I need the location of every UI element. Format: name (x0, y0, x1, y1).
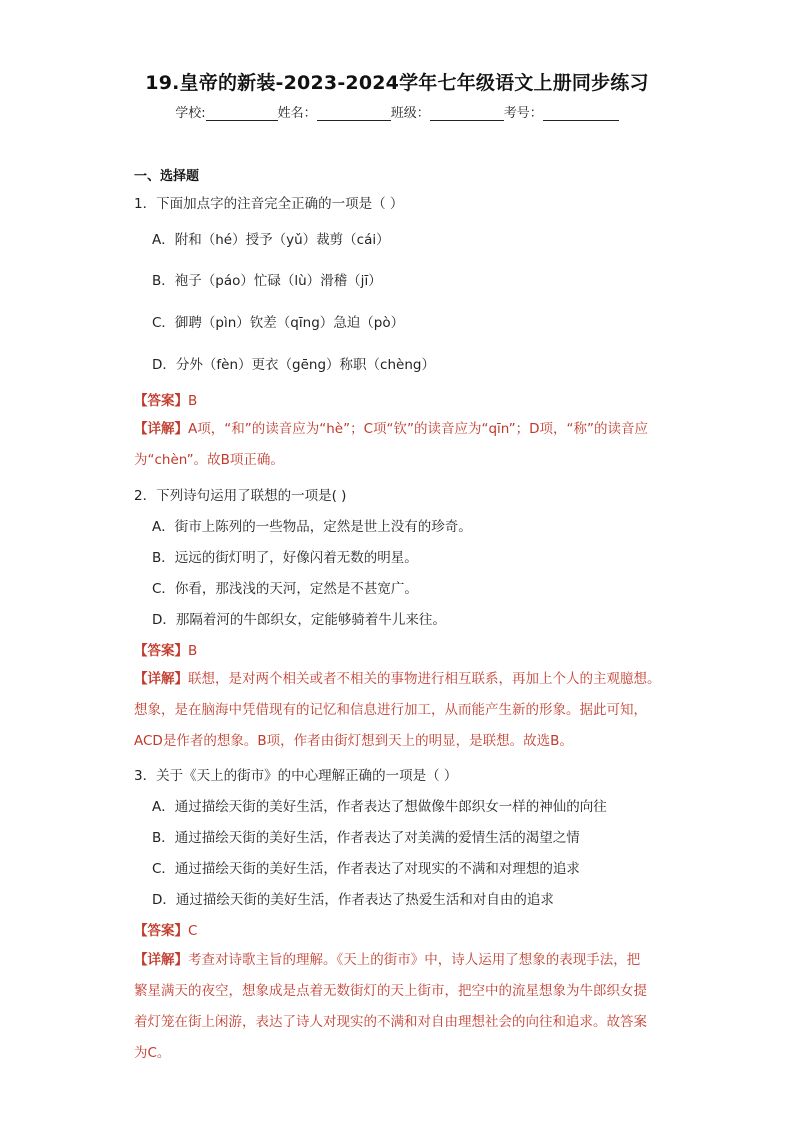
q3-detail (134, 945, 664, 1069)
q3-stem: 3．关于《天上的街市》的中心理解正确的一项是（ ） (134, 768, 458, 784)
q3-detail-line-1 (134, 945, 664, 976)
q2-detail-line-3: ACD是作者的想象。B项，作者由街灯想到天上的明显，是联想。故选B。 (134, 733, 573, 749)
q2-answer-tag: 【答案】 (134, 643, 188, 659)
q1-b-1: B．袍子（páo） (152, 273, 254, 289)
q1-d-2: 更衣（gēng） (251, 357, 340, 373)
q1-option-c (152, 311, 404, 331)
q1-option-a (152, 228, 390, 248)
name-blank (317, 106, 391, 121)
q2-option-c: C．你看，那浅浅的天河，定然是不甚宽广。 (152, 581, 418, 597)
q1-detail-line-1 (134, 414, 664, 445)
q3-answer-value: C (188, 923, 198, 939)
number-label: 考号： (503, 106, 543, 121)
q1-detail (134, 414, 664, 476)
q2-detail-line-2: 想象，是在脑海中凭借现有的记忆和信息进行加工，从而能产生新的形象。据此可知， (134, 702, 647, 718)
class-blank (430, 106, 504, 121)
q1-b-3: 滑稽（jī） (320, 273, 382, 289)
q2-option-a: A．街市上陈列的一些物品，定然是世上没有的珍奇。 (152, 519, 472, 535)
name-label: 姓名： (277, 106, 317, 121)
q1-c-1: C．御聘（pìn） (152, 315, 250, 331)
q3-detail-line-3: 着灯笼在街上闲游，表达了诗人对现实的不满和对自由理想社会的向往和追求。故答案 (134, 1014, 647, 1030)
q1-detail-text-1: A项，“和”的读音应为“hè”；C项“钦”的读音应为“qīn”；D项，“称”的读音应 (188, 421, 648, 437)
q2-answer (134, 639, 197, 659)
q3-detail-text-1: 考查对诗歌主旨的理解。《天上的街市》中，诗人运用了想象的表现手法，把 (188, 952, 641, 968)
q1-detail-line-2: 为“chèn”。故B项正确。 (134, 452, 284, 468)
student-info-line (0, 102, 794, 121)
q2-option-b: B．远远的街灯明了，好像闪着无数的明星。 (152, 550, 418, 566)
school-label: 学校: (175, 106, 206, 121)
q3-answer (134, 919, 197, 939)
q1-a-2: 授予（yǔ） (245, 232, 317, 248)
q3-option-a: A．通过描绘天街的美好生活，作者表达了想做像牛郎织女一样的神仙的向往 (152, 799, 607, 815)
q2-detail-text-1: 联想，是对两个相关或者不相关的事物进行相互联系，再加上个人的主观臆想。 (188, 671, 661, 687)
q1-b-2: 忙碌（lù） (253, 273, 321, 289)
q1-c-2: 钦差（qīng） (249, 315, 334, 331)
q1-d-3: 称职（chèng） (339, 357, 435, 373)
school-blank (206, 106, 278, 121)
q2-detail-tag: 【详解】 (134, 671, 188, 687)
q2-option-d: D．那隔着河的牛郎织女，定能够骑着牛儿来往。 (152, 612, 446, 628)
q3-answer-tag: 【答案】 (134, 923, 188, 939)
q1-a-3: 裁剪（cái） (316, 232, 390, 248)
q3-option-d: D．通过描绘天街的美好生活，作者表达了热爱生活和对自由的追求 (152, 892, 554, 908)
q3-detail-line-2: 繁星满天的夜空，想象成是点着无数街灯的天上街市，把空中的流星想象为牛郎织女提 (134, 983, 647, 999)
q1-answer-tag: 【答案】 (134, 393, 188, 409)
q3-option-b: B．通过描绘天街的美好生活，作者表达了对美满的爱情生活的渴望之情 (152, 830, 580, 846)
q1-option-d (152, 353, 435, 373)
q2-answer-value: B (188, 643, 198, 659)
q1-a-1: A．附和（hé） (152, 232, 246, 248)
q1-stem: 1．下面加点字的注音完全正确的一项是（ ） (134, 196, 404, 212)
q2-stem: 2．下列诗句运用了联想的一项是( ) (134, 488, 347, 504)
q1-answer (134, 389, 197, 409)
q2-detail-line-1 (134, 664, 664, 695)
number-blank (543, 106, 619, 121)
q1-answer-value: B (188, 393, 198, 409)
q3-detail-line-4: 为C。 (134, 1045, 171, 1061)
q1-c-3: 急迫（pò） (333, 315, 405, 331)
q1-d-1: D．分外（fèn） (152, 357, 252, 373)
class-label: 班级： (390, 106, 430, 121)
q3-option-c: C．通过描绘天街的美好生活，作者表达了对现实的不满和对理想的追求 (152, 861, 580, 877)
q1-option-b (152, 269, 382, 289)
section-heading: 一、选择题 (134, 169, 200, 184)
q3-detail-tag: 【详解】 (134, 952, 188, 968)
page-title: 19.皇帝的新装-2023-2024学年七年级语文上册同步练习 (145, 72, 649, 94)
q1-detail-tag: 【详解】 (134, 421, 188, 437)
q2-detail (134, 664, 664, 757)
